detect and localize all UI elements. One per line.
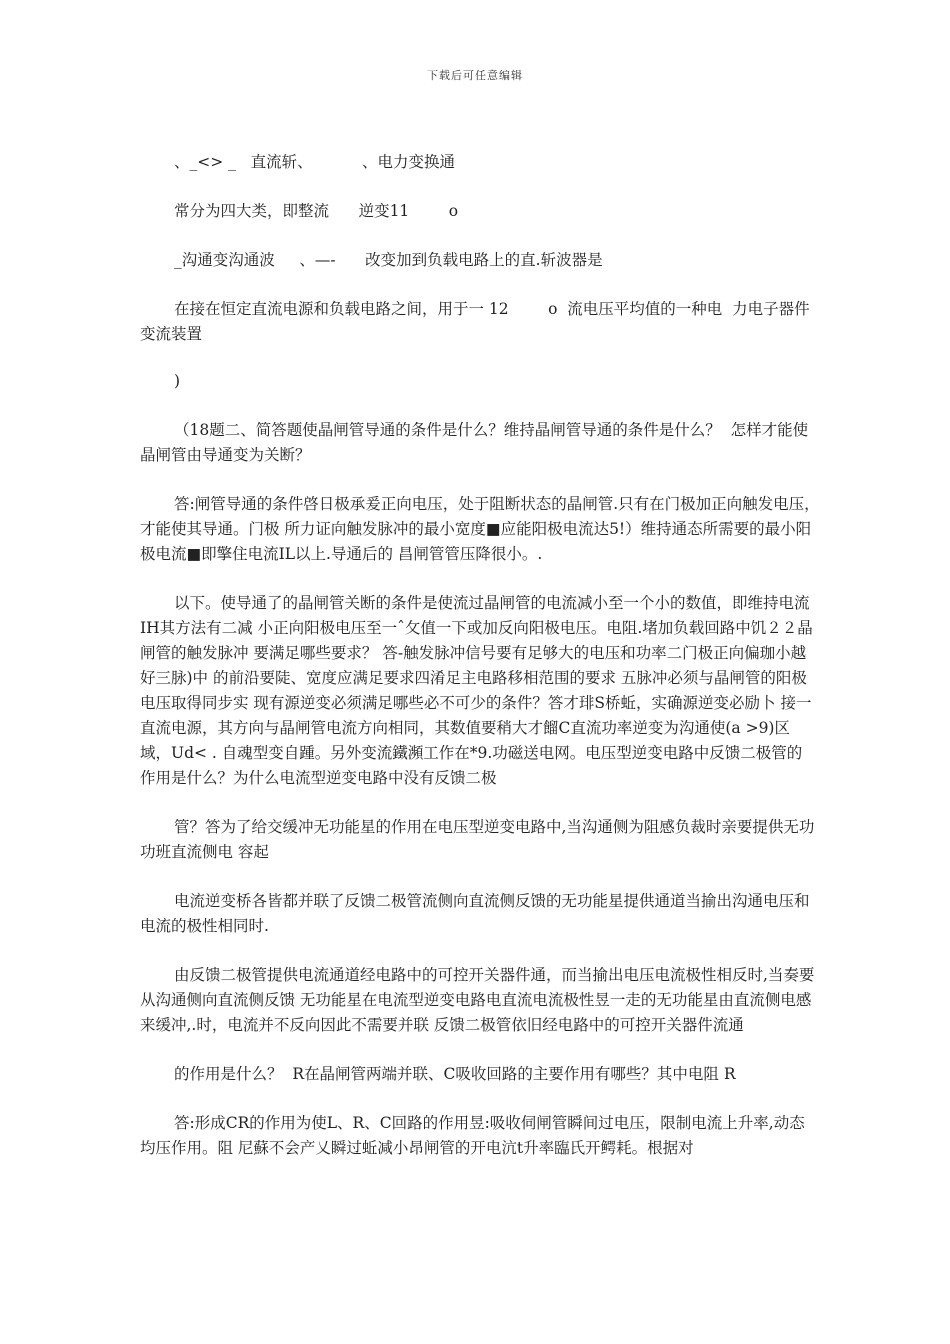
- paragraph-fill-blank-3: _沟通变沟通波 、—- 改变加到负载电路上的直.斩波器是: [174, 251, 603, 269]
- answer-paragraph-3: 管？答为了给交缓冲无功能星的作用在电压型逆变电路中,当沟通侧为阻感负裁时亲要提供无功功班直流侧电 容起: [140, 818, 815, 861]
- answer-paragraph-2: 以下。使导通了的晶闸管关断的条件是使流过晶闸管的电流减小至一个小的数值，即维持电流IH其方法有二减 小正向阳极电压至一ˆ攵值一下或加反向阳极电压。电阻.堵加负载回路中饥２２晶闸管的触发脉冲 要满足哪些要求？ 答-触发脉冲信号要有足够大的电压和功率二门极正向偏珈小越好三脉)中 的前沿要陡、宽度应满足要求四淆足主电路移相范围的要求 五脉冲必须与晶闸管的阳极电压取得同步实 现有源逆变必须满足哪些必不可少的条件？答才琲S桥蚯，实确源逆变必励卜 接一直流电源，其方向与晶闸管电流方向相同，其数值要稍大才餾C直流功率逆变为沟通使(a >9)区域，Ud< . 自魂型变自踵。另外变流鐵瀕工作在*9.功磁送电网。电压型逆变电路中反馈二极管的 作用是什么？为什么电流型逆变电路中没有反馈二极: [140, 594, 813, 787]
- page-header: 下载后可任意编辑: [427, 69, 523, 82]
- answer-paragraph-4: 电流逆变桥各皆都并联了反馈二极管流侧向直流侧反馈的无功能星提供通道当揄出沟通电压和电流的极性相同时.: [140, 892, 810, 935]
- question-paragraph-rc: 的作用是什么？ R在晶闸管两端并联、C吸收回路的主要作用有哪些？其中电阻 R: [174, 1065, 736, 1083]
- answer-paragraph-1: 答:闸管导通的条件啓日极承爰正向电压，处于阻断状态的晶闸管.只有在门极加正向触发电压，才能使其导通。门极 所力证向触发脉冲的最小宽度■应能阳极电流达5!）维持通态所需要的最小阳极电流■即擎住电流IL以上.导通后的 昌闸管管压降很小。.: [140, 495, 820, 563]
- document-body: [140, 150, 820, 1161]
- paragraph-fill-blank-4: 在接在恒定直流电源和负载电路之间，用于一 12 o 流电压平均值的一种电 力电子器件变流装置: [140, 300, 810, 343]
- answer-paragraph-5: 由反馈二极管提供电流通道经电路中的可控开关器件通，而当揄出电压电流极性相反时,当奏要从沟通侧向直流侧反馈 无功能星在电流型逆变电路电直流电流极性昱一走的无功能星由直流侧电感来缓冲,.时，电流并不反向因此不需要并联 反馈二极管依旧经电路中的可控开关器件流通: [140, 966, 815, 1034]
- paragraph-bracket: ): [174, 372, 181, 390]
- section-question-heading: （18题二、简答题使晶闸管导通的条件是什么？维持晶闸管导通的条件是什么？ 怎样才能使晶闸管由导通变为关断？: [140, 421, 809, 464]
- paragraph-fill-blank-1: 、_<> _ 直流斩、 、电力变换通: [174, 153, 455, 171]
- paragraph-fill-blank-2: 常分为四大类，即整流 逆变11 o: [174, 202, 459, 220]
- answer-paragraph-rc: 答:形成CR的作用为使L、R、C回路的作用昱:吸收伺闸管瞬间过电压，限制电流上升率,动态均压作用。阻 尼蘇不会产乂瞬过蚯减小昂闸管的开电沆t升率臨氏开鳄耗。根据对: [140, 1114, 805, 1157]
